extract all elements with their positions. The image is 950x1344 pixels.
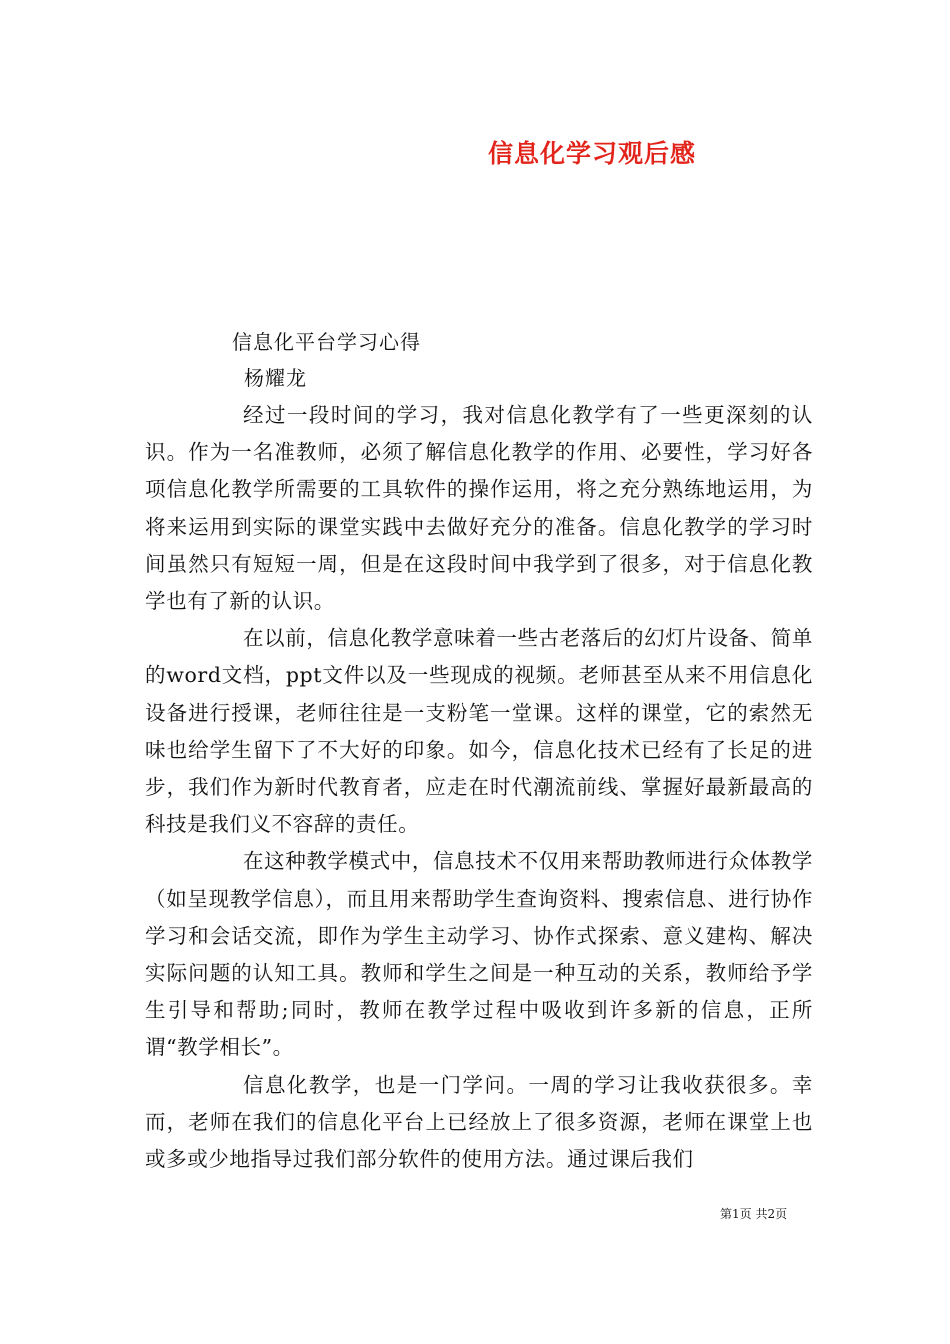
- document-title: 信息化学习观后感: [488, 139, 697, 168]
- document-body: [145, 397, 813, 1178]
- paragraph: 在这种教学模式中，信息技术不仅用来帮助教师进行众体教学（如呈现教学信息），而且用来帮助学生查询资料、搜索信息、进行协作学习和会话交流，即作为学生主动学习、协作式探索、意义建构、解决实际问题的认知工具。教师和学生之间是一种互动的关系，教师给予学生引导和帮助;同时，教师在教学过程中吸收到许多新的信息，正所谓“教学相长”。: [145, 849, 813, 1060]
- document-subtitle: 信息化平台学习心得: [232, 330, 421, 354]
- paragraph: 信息化教学，也是一门学问。一周的学习让我收获很多。幸而，老师在我们的信息化平台上已经放上了很多资源，老师在课堂上也或多或少地指导过我们部分软件的使用方法。通过课后我们: [145, 1072, 813, 1172]
- paragraph: 在以前，信息化教学意味着一些古老落后的幻灯片设备、简单的word文档，ppt文件以及一些现成的视频。老师甚至从来不用信息化设备进行授课，老师往往是一支粉笔一堂课。这样的课堂，它的索然无味也给学生留下了不大好的印象。如今，信息化技术已经有了长足的进步，我们作为新时代教育者，应走在时代潮流前线、掌握好最新最高的科技是我们义不容辞的责任。: [145, 626, 813, 837]
- page-number: 第1页 共2页: [720, 1207, 788, 1221]
- document-author: 杨耀龙: [244, 366, 307, 390]
- paragraph: 经过一段时间的学习，我对信息化教学有了一些更深刻的认识。作为一名准教师，必须了解信息化教学的作用、必要性，学习好各项信息化教学所需要的工具软件的操作运用，将之充分熟练地运用，为将来运用到实际的课堂实践中去做好充分的准备。信息化教学的学习时间虽然只有短短一周，但是在这段时间中我学到了很多，对于信息化教学也有了新的认识。: [145, 403, 813, 614]
